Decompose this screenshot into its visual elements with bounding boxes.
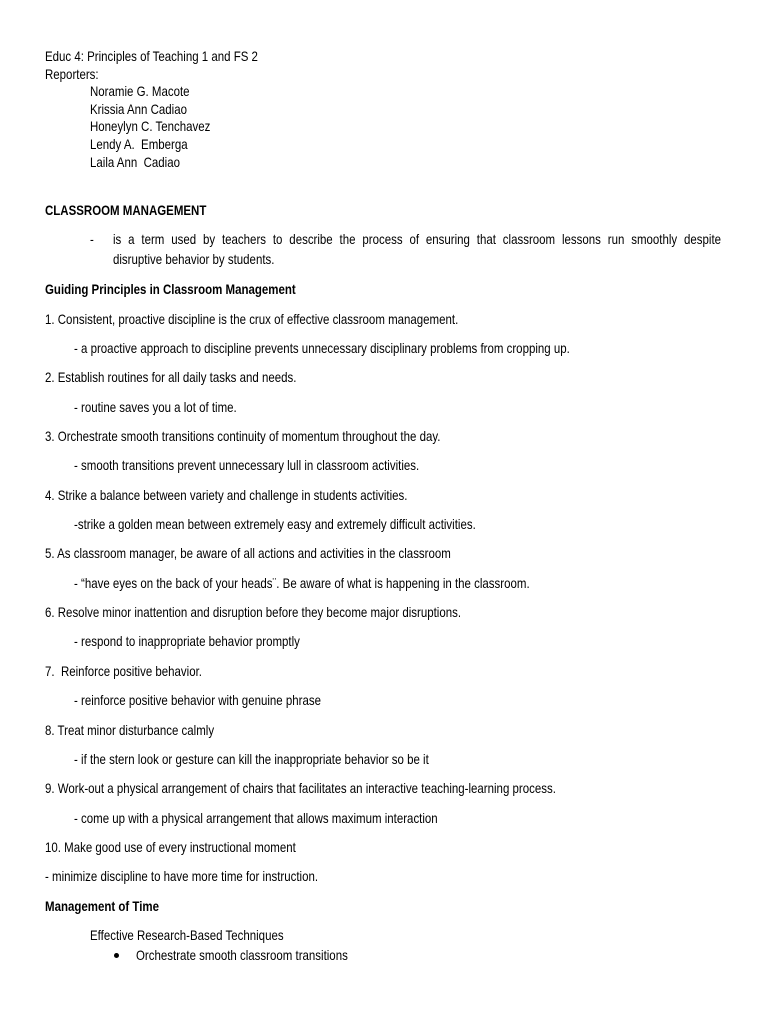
principle-item: 8. Treat minor disturbance calmly — [45, 721, 215, 738]
principle-item: 1. Consistent, proactive discipline is the crux of effective classroom management. — [45, 310, 459, 327]
reporter-name: Krissia Ann Cadiao — [90, 100, 188, 117]
reporter-name: Lendy A. Emberga — [90, 136, 188, 152]
definition-line — [0, 231, 768, 251]
techniques-subheading: Effective Research-Based Techniques — [90, 926, 284, 943]
reporter-name: Laila Ann Cadiao — [90, 153, 181, 170]
reporter-name: Honeylyn C. Tenchavez — [90, 118, 211, 135]
principle-item: 7. Reinforce positive behavior. — [45, 662, 202, 679]
management-of-time-heading: Management of Time — [45, 897, 159, 914]
principle-item: 6. Resolve minor inattention and disruption before they become major disruptions. — [45, 604, 462, 621]
definition-text: is a term used by teachers to describe the process of ensuring that classroom lessons run smoothly despite — [113, 231, 722, 248]
reporters-label: Reporters: — [45, 65, 99, 82]
guiding-principles-heading: Guiding Principles in Classroom Management — [45, 281, 296, 298]
reporter-name: Noramie G. Macote — [90, 83, 190, 100]
bullet-item — [0, 947, 768, 967]
principle-note: - a proactive approach to discipline prevents unnecessary disciplinary problems from cropping up. — [74, 340, 570, 357]
principle-note: -strike a golden mean between extremely easy and extremely difficult activities. — [74, 516, 476, 533]
principle-item: 5. As classroom manager, be aware of all actions and activities in the classroom — [45, 545, 451, 562]
document-body — [0, 202, 768, 967]
principle-note: - reinforce positive behavior with genuine phrase — [74, 692, 321, 709]
principle-item: 10. Make good use of every instructional moment — [45, 838, 296, 855]
principle-note: - “have eyes on the back of your heads¨. Be aware of what is happening in the classroom. — [74, 574, 530, 591]
principle-item: 2. Establish routines for all daily tasks and needs. — [45, 369, 297, 386]
definition-text: disruptive behavior by students. — [113, 251, 275, 268]
definition-line — [0, 251, 768, 281]
principle-item: 4. Strike a balance between variety and challenge in students activities. — [45, 486, 408, 503]
course-title: Educ 4: Principles of Teaching 1 and FS 2 — [45, 48, 258, 64]
principle-item: 9. Work-out a physical arrangement of chairs that facilitates an interactive teaching-learning process. — [45, 780, 556, 797]
principle-item: 3. Orchestrate smooth transitions continuity of momentum throughout the day. — [45, 428, 441, 445]
principle-note: - respond to inappropriate behavior promptly — [74, 633, 300, 650]
bullet-text: Orchestrate smooth classroom transitions — [136, 946, 348, 963]
bullet-icon — [114, 953, 119, 958]
principle-note: - smooth transitions prevent unnecessary lull in classroom activities. — [74, 457, 420, 474]
principle-note: - routine saves you a lot of time. — [74, 398, 237, 415]
principle-note: - minimize discipline to have more time for instruction. — [45, 868, 319, 885]
section-heading-classroom-management: CLASSROOM MANAGEMENT — [45, 202, 207, 218]
principle-note: - if the stern look or gesture can kill the inappropriate behavior so be it — [74, 750, 429, 767]
principle-note: - come up with a physical arrangement that allows maximum interaction — [74, 809, 438, 826]
definition-dash: - — [90, 231, 94, 248]
